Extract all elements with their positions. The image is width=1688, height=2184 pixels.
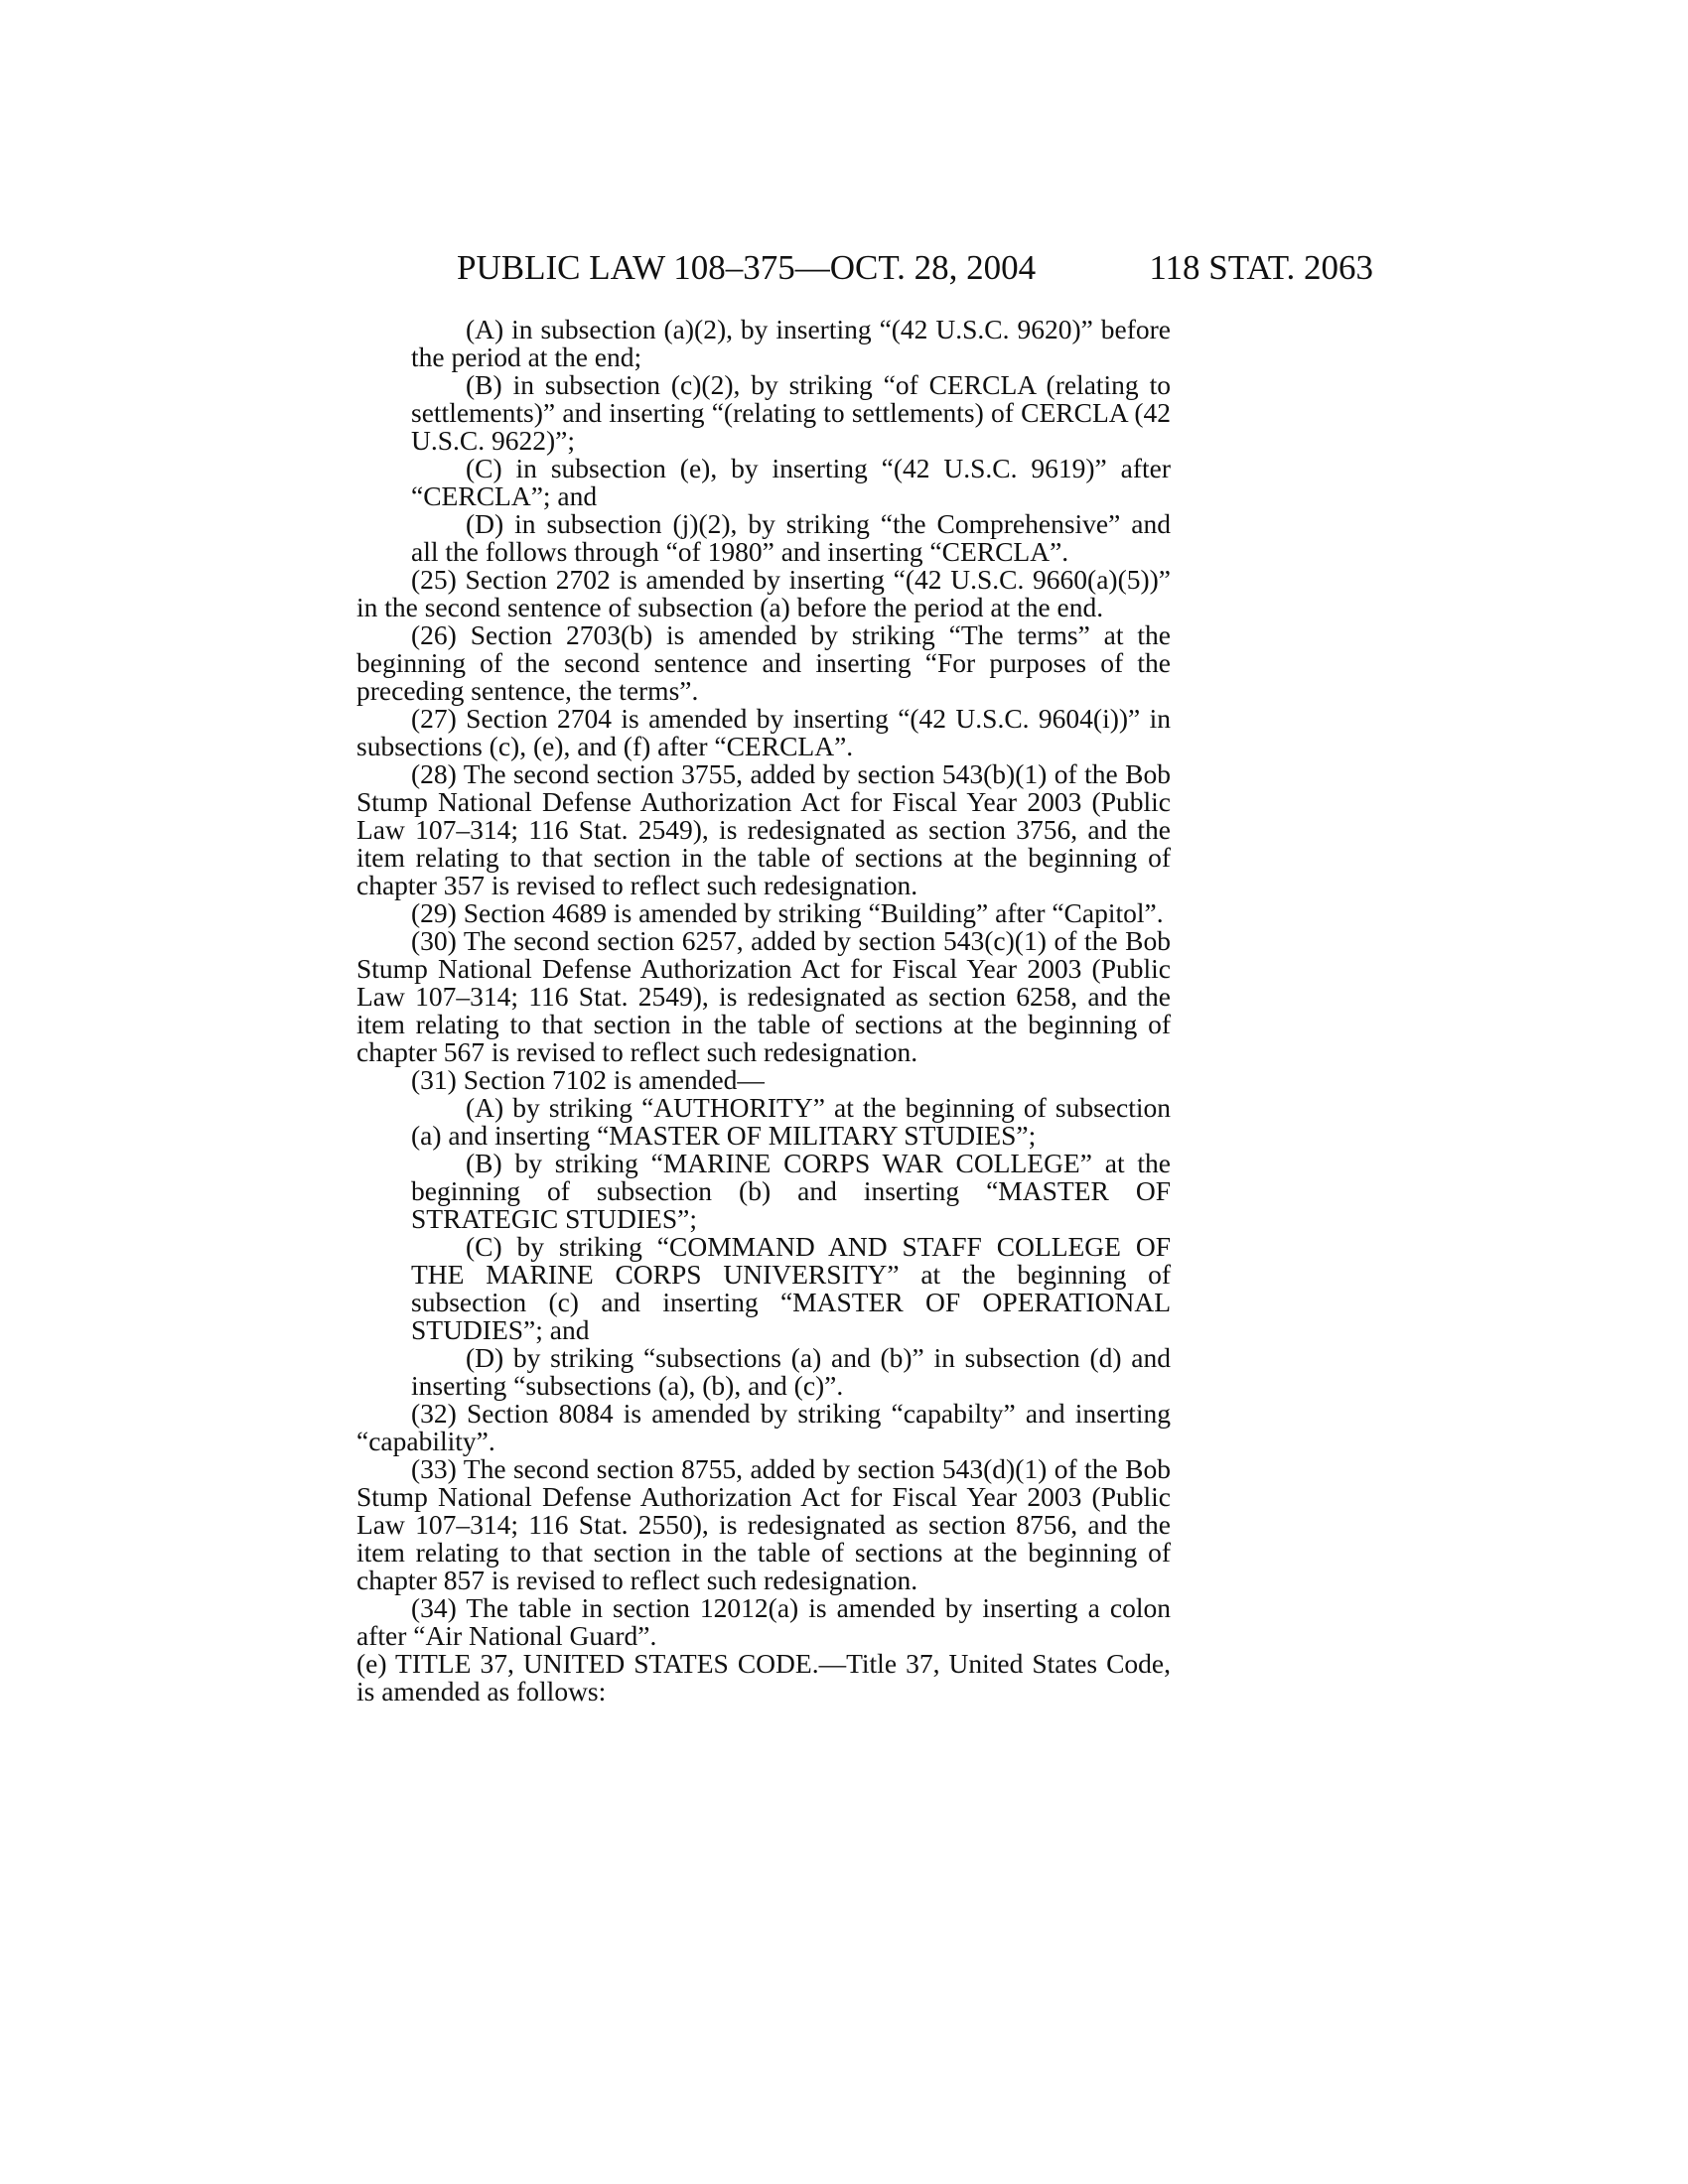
paragraph: (32) Section 8084 is amended by striking “capabilty” and inserting “capability”.	[356, 1398, 1171, 1456]
paragraph: (B) in subsection (c)(2), by striking “of CERCLA (relating to settlements)” and inserting “(relating to settlements) of CERCLA (42 U.S.C. 9622)”;	[411, 369, 1171, 456]
paragraph: (C) by striking “COMMAND AND STAFF COLLEGE OF THE MARINE CORPS UNIVERSITY” at the beginning of subsection (c) and inserting “MASTER OF OPERATIONAL STUDIES”; and	[411, 1231, 1171, 1345]
paragraph: (C) in subsection (e), by inserting “(42 U.S.C. 9619)” after “CERCLA”; and	[411, 453, 1171, 511]
paragraph: (A) by striking “AUTHORITY” at the beginning of subsection (a) and inserting “MASTER OF MILITARY STUDIES”;	[411, 1092, 1171, 1151]
paragraph: (28) The second section 3755, added by section 543(b)(1) of the Bob Stump National Defense Authorization Act for Fiscal Year 2003 (Public Law 107–314; 116 Stat. 2549), is redesignated as section 3756, and the item relating to that section in the table of sections at the beginning of chapter 357 is revised to reflect such redesignation.	[356, 758, 1171, 900]
paragraph: (25) Section 2702 is amended by inserting “(42 U.S.C. 9660(a)(5))” in the second sentence of subsection (a) before the period at the end.	[356, 564, 1171, 622]
paragraph: (29) Section 4689 is amended by striking “Building” after “Capitol”.	[411, 897, 1164, 928]
paragraph: (A) in subsection (a)(2), by inserting “(42 U.S.C. 9620)” before the period at the end;	[411, 314, 1171, 372]
paragraph: (B) by striking “MARINE CORPS WAR COLLEGE” at the beginning of subsection (b) and inserting “MASTER OF STRATEGIC STUDIES”;	[411, 1148, 1171, 1234]
paragraph: (27) Section 2704 is amended by inserting “(42 U.S.C. 9604(i))” in subsections (c), (e), and (f) after “CERCLA”.	[356, 703, 1171, 761]
paragraph: (26) Section 2703(b) is amended by striking “The terms” at the beginning of the second sentence and inserting “For purposes of the preceding sentence, the terms”.	[356, 619, 1171, 706]
header-public-law: PUBLIC LAW 108–375—OCT. 28, 2004	[457, 248, 1037, 287]
paragraph: (34) The table in section 12012(a) is amended by inserting a colon after “Air National Guard”.	[356, 1592, 1171, 1651]
paragraph: (e) TITLE 37, UNITED STATES CODE.—Title 37, United States Code, is amended as follows:	[356, 1648, 1171, 1706]
header-stat-page: 118 STAT. 2063	[1149, 248, 1373, 287]
body-text	[356, 316, 1171, 1706]
running-header	[457, 248, 1373, 288]
paragraph: (33) The second section 8755, added by section 543(d)(1) of the Bob Stump National Defense Authorization Act for Fiscal Year 2003 (Public Law 107–314; 116 Stat. 2550), is redesignated as section 8756, and the item relating to that section in the table of sections at the beginning of chapter 857 is revised to reflect such redesignation.	[356, 1453, 1171, 1595]
paragraph: (D) by striking “subsections (a) and (b)” in subsection (d) and inserting “subsections (a), (b), and (c)”.	[411, 1342, 1171, 1401]
paragraph: (D) in subsection (j)(2), by striking “the Comprehensive” and all the follows through “of 1980” and inserting “CERCLA”.	[411, 508, 1171, 567]
paragraph: (30) The second section 6257, added by section 543(c)(1) of the Bob Stump National Defense Authorization Act for Fiscal Year 2003 (Public Law 107–314; 116 Stat. 2549), is redesignated as section 6258, and the item relating to that section in the table of sections at the beginning of chapter 567 is revised to reflect such redesignation.	[356, 925, 1171, 1067]
paragraph: (31) Section 7102 is amended—	[411, 1064, 765, 1095]
